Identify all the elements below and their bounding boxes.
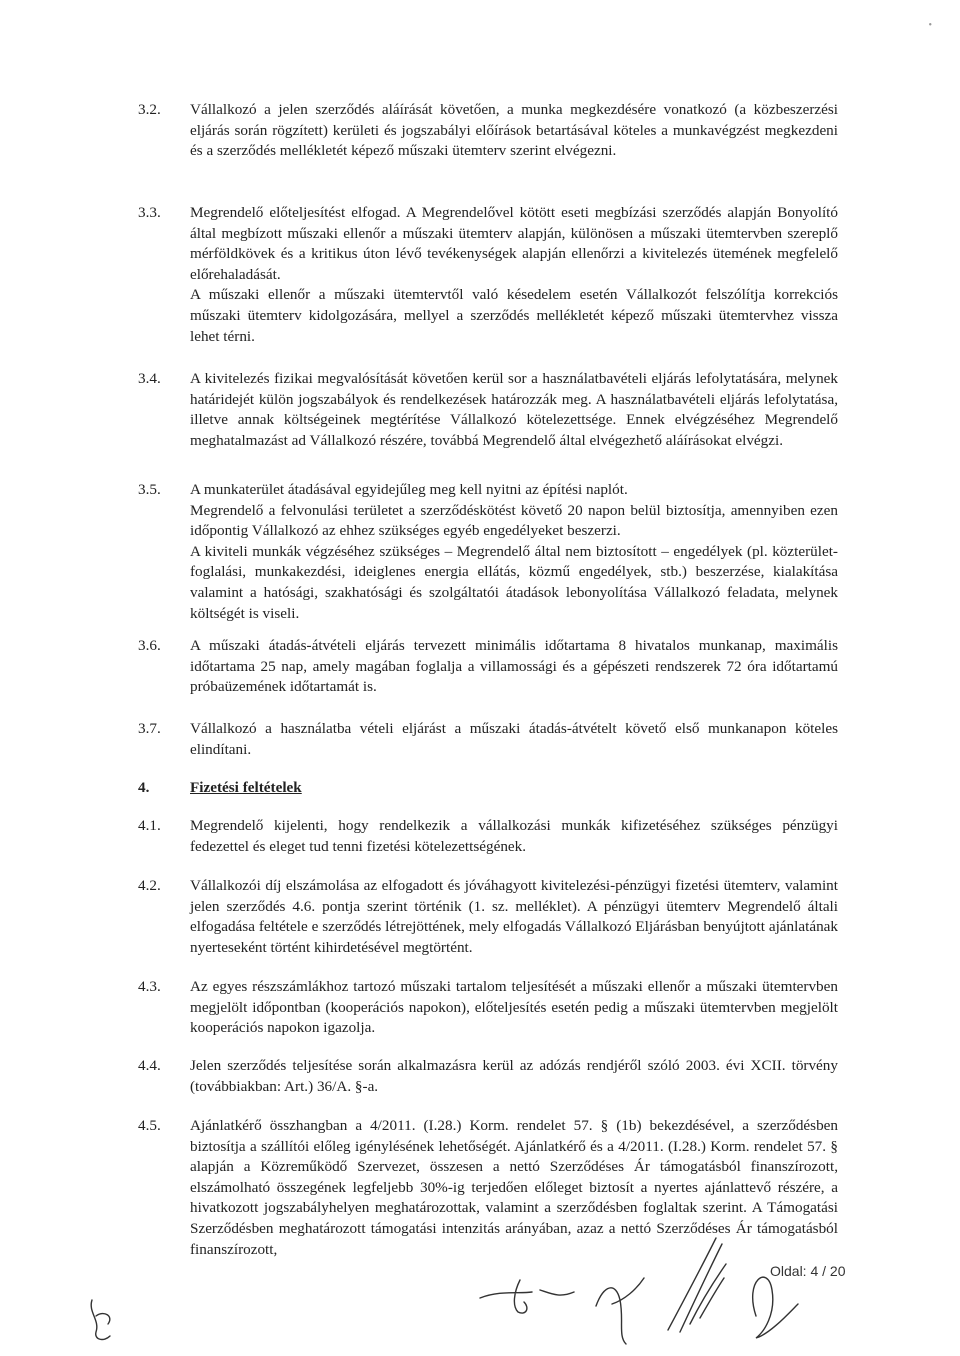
section-3-7 [138,719,838,760]
paragraph: Az egyes részszámlákhoz tartozó műszaki tartalom teljesítését a műszaki ellenőr a műszaki ütemtervben megjelölt időpontban (kooperációs napokon), előteljesítés esetén pedig a műszaki ütemtervben megjelölt kooperációs napokon igazolja. [190,978,838,1037]
paragraph: Vállalkozó a jelen szerződés aláírását követően, a munka megkezdésére vonatkozó (a közbeszerzési eljárás során rögzített) kerületi és jogszabályi előírások betartásával köteles a munkavégzést megkezdeni és a szerződés mellékletét képező műszaki ütemterv szerint elvégezni. [190,101,838,160]
section-number: 3.2. [138,101,161,118]
section-4-3 [138,977,838,1039]
paragraph: A műszaki ellenőr a műszaki ütemtervtől való késedelem esetén Vállalkozót felszólítja korrekciós műszaki ütemterv kidolgozására, mellyel a szerződés mellékletét képező műszaki ütemtervhez vissza lehet térni. [190,286,838,345]
paragraph: Megrendelő kijelenti, hogy rendelkezik a vállalkozási munkák kifizetéséhez szükséges pénzügyi fedezettel és eleget tud tenni fizetési kötelezettségének. [190,817,838,855]
paragraph: Vállalkozói díj elszámolása az elfogadott és jóváhagyott kivitelezési-pénzügyi fizetési ütemterv, valamint jelen szerződés 4.6. pontja szerint történik (1. sz. melléklet). A pénzügyi ütemterv Megrendelő általi elfogadása feltétele e szerződés létrejöttének, mely elfogadás Vállalkozó Eljárásban benyújtott ajánlatának nyerteseként történt kihirdetésével megtörtént. [190,877,838,956]
section-number: 3.7. [138,720,161,737]
section-3-3 [138,203,838,347]
paragraph: Jelen szerződés teljesítése során alkalmazásra kerül az adózás rendjéről szóló 2003. évi XCII. törvény (továbbiakban: Art.) 36/A. §-a. [190,1057,838,1095]
paragraph: A műszaki átadás-átvételi eljárás tervezett minimális időtartama 8 hivatalos munkanap, maximális időtartama 25 nap, amely magában foglalja a villamossági és a gépészeti rendszerek 72 óra időtartamú próbaüzemének időtartamát is. [190,637,838,696]
section-number: 4. [138,779,150,796]
signature-3 [596,1278,644,1344]
scan-dot: • [928,20,932,31]
paragraph: A kivitelezés fizikai megvalósítását követően kerül sor a használatbavételi eljárás lefolytatására, melynek határidejét külön jogszabályok és rendelkezések határozzák meg. A használatbavételi eljárás lefolytatása, illetve annak költségeinek megtérítése Vállalkozó kötelezettsége. Ennek elvégzéséhez Megrendelő meghatalmazást ad Vállalkozó részére, továbbá Megrendelő által elvégezhető aláírásokat elvégzi. [190,370,838,449]
section-3-4 [138,369,838,451]
signatures [0,1220,960,1356]
section-number: 3.4. [138,370,161,387]
paragraph: Ajánlatkérő összhangban a 4/2011. (I.28.) Korm. rendelet 57. § (1b) bekezdésével, a szerződésben biztosítja a szállítói előleg igénylésének lehetőségét. Ajánlatkérő és a 4/2011. (I.28.) Korm. rendelet 57. § alapján a Közreműködő Szervezet, összesen a nettó Szerződéses Ár támogatásból finanszírozott, elszámolható összegének legfeljebb 30%-ig terjedően előleget biztosít a nyertes ajánlattevő részére, a hivatkozott jogszabályhelyen meghatározottak, valamint a szerződésben foglaltak szerint. A Támogatási Szerződésben meghatározott támogatási intenzitás arányában, azaz a nettó Szerződéses Ár támogatásból finanszírozott, [190,1117,838,1258]
section-number: 4.1. [138,817,161,834]
section-number: 4.5. [138,1117,161,1134]
section-4-1 [138,816,838,857]
section-title: Fizetési feltételek [190,779,302,796]
section-number: 3.3. [138,204,161,221]
section-4-2 [138,876,838,958]
section-4-4 [138,1056,838,1097]
section-number: 3.6. [138,637,161,654]
signature-1 [91,1300,110,1339]
section-number: 4.3. [138,978,161,995]
section-3-6 [138,636,838,698]
signature-2 [480,1280,574,1313]
signature-5 [753,1277,798,1338]
section-number: 3.5. [138,481,161,498]
section-number: 4.2. [138,877,161,894]
page-number: Oldal: 4 / 20 [770,1263,846,1279]
paragraph: Vállalkozó a használatba vételi eljárást a műszaki átadás-átvételt követő első munkanapon köteles elindítani. [190,720,838,758]
paragraph: A munkaterület átadásával egyidejűleg meg kell nyitni az építési naplót. [190,481,628,498]
section-heading-4 [138,778,838,799]
paragraph: Megrendelő a felvonulási területet a szerződéskötést követő 20 napon belül biztosítja, amennyiben ezen időpontig Vállalkozó az ehhez szükséges egyéb engedélyeket beszerzi. [190,501,838,540]
signature-4 [668,1238,726,1332]
section-3-2 [138,100,838,162]
section-3-5 [138,480,838,624]
paragraph: A kiviteli munkák végzéséhez szükséges – Megrendelő által nem biztosított – engedélyek (pl. közterület-foglalási, munkakezdési, ideiglenes energia ellátás, közmű engedélyek, stb.) beszerzése, kialakítása valamint a hatósági, szakhatósági és szolgáltatói átadások lebonyolítása Vállalkozó feladata, melynek költségét is viseli. [190,542,838,622]
paragraph: Megrendelő előteljesítést elfogad. A Megrendelővel kötött eseti megbízási szerződés alapján Bonyolító által megbízott műszaki ellenőr a műszaki ütemterv alapján, különösen a műszaki ütemtervben szereplő mérföldkövek és a kritikus úton lévő tevékenységek alapján ellenőrzi a kivitelezés ütemének megfelelő előrehaladását. [190,204,838,283]
section-number: 4.4. [138,1057,161,1074]
